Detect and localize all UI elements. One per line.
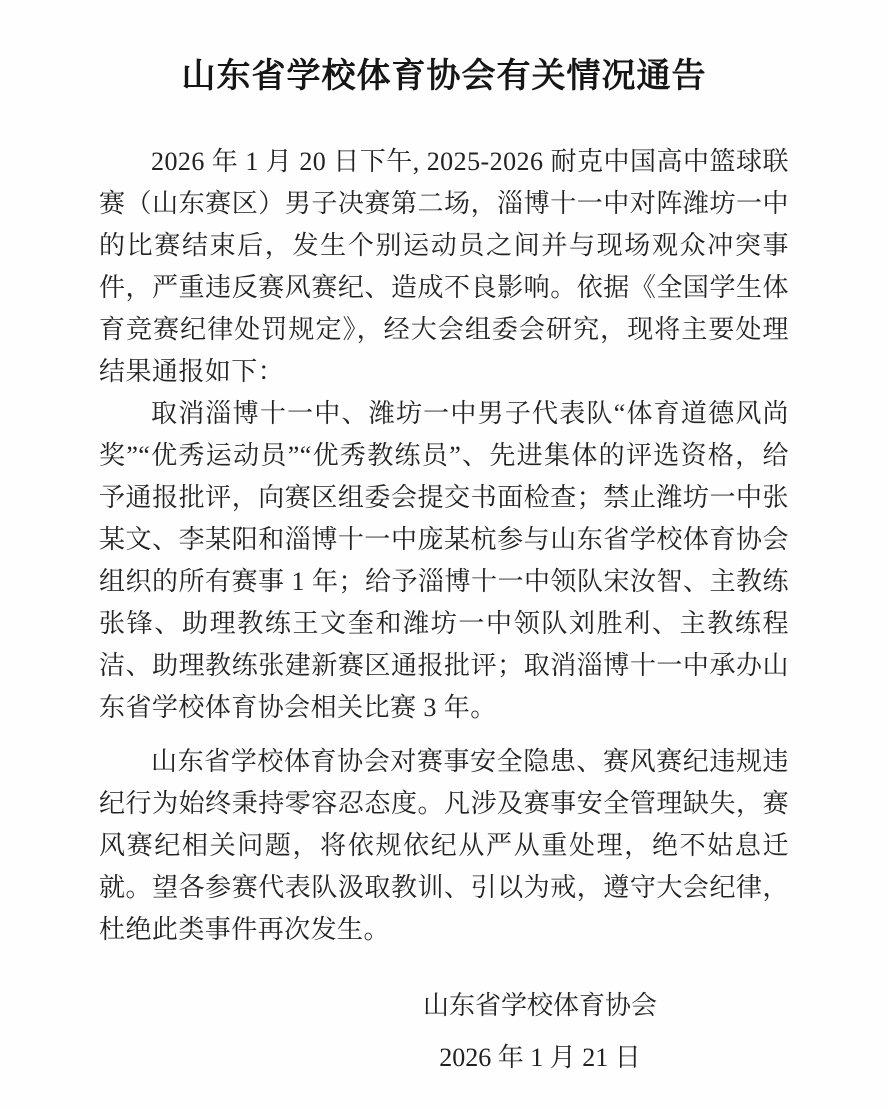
signature-organization: 山东省学校体育协会: [422, 991, 657, 1020]
paragraph-closing-statement: 山东省学校体育协会对赛事安全隐患、赛风赛纪违规违纪行为始终秉持零容忍态度。凡涉及赛事安全管理缺失，赛风赛纪相关问题，将依规依纪从严从重处理，绝不姑息迁就。望各参赛代表队汲取教训、引以为戒，遵守大会纪律，杜绝此类事件再次发生。: [99, 747, 789, 944]
document-body: [99, 141, 789, 951]
signature-block: [423, 985, 657, 1079]
paragraph-incident-description: 2026 年 1 月 20 日下午, 2025-2026 耐克中国高中篮球联赛（山东赛区）男子决赛第二场，淄博十一中对阵潍坊一中的比赛结束后，发生个别运动员之间并与现场观众冲突事件，严重违反赛风赛纪、造成不良影响。依据《全国学生体育竞赛纪律处罚规定》，经大会组委会研究，现将主要处理结果通报如下：: [99, 147, 789, 386]
document-title: 山东省学校体育协会有关情况通告: [181, 58, 707, 95]
signature-date: 2026 年 1 月 21 日: [439, 1043, 641, 1072]
paragraph-penalty-decisions: 取消淄博十一中、潍坊一中男子代表队“体育道德风尚奖”“优秀运动员”“优秀教练员”、先进集体的评选资格，给予通报批评，向赛区组委会提交书面检查；禁止潍坊一中张某文、李某阳和淄博十一中庞某杭参与山东省学校体育协会组织的所有赛事 1 年；给予淄博十一中领队宋汝智、主教练张锋、助理教练王文奎和潍坊一中领队刘胜利、主教练程洁、助理教练张建新赛区通报批评；取消淄博十一中承办山东省学校体育协会相关比赛 3 年。: [99, 399, 789, 722]
